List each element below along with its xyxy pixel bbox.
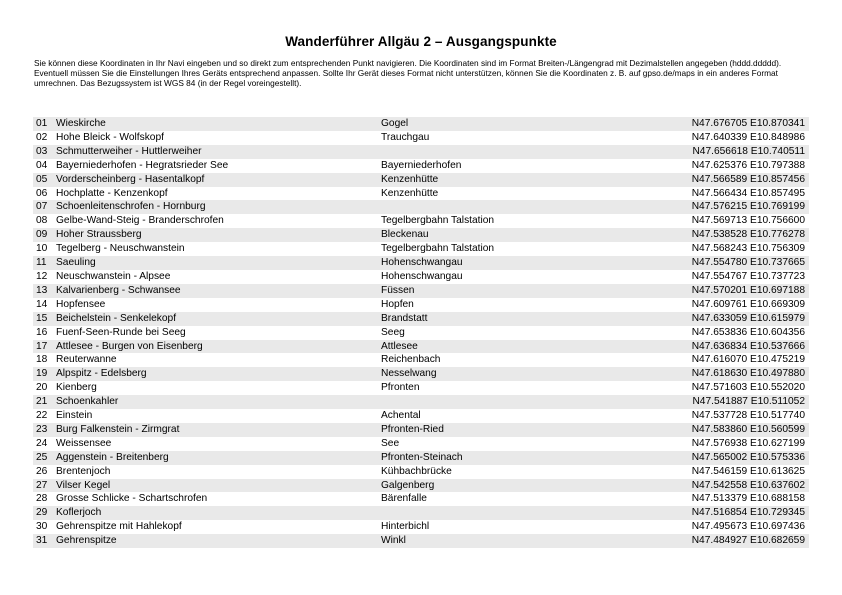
gps-coordinates: N47.656618 E10.740511	[661, 145, 809, 159]
route-name: Vorderscheinberg - Hasentalkopf	[56, 173, 381, 187]
table-row	[33, 381, 809, 395]
table-row	[33, 256, 809, 270]
row-number: 01	[33, 117, 56, 131]
start-point: Seeg	[381, 326, 405, 338]
row-number: 15	[33, 312, 56, 326]
table-row	[33, 326, 809, 340]
row-number: 25	[33, 451, 56, 465]
table-row	[33, 395, 809, 409]
table-row	[33, 340, 809, 354]
start-point: Hohenschwangau	[381, 256, 661, 270]
document-title: Wanderführer Allgäu 2 – Ausgangspunkte	[285, 34, 557, 49]
table-row	[33, 173, 809, 187]
start-point: Brandstatt	[381, 312, 661, 326]
gps-coordinates: N47.542558 E10.637602	[661, 479, 809, 493]
start-point: Trauchgau	[381, 131, 430, 143]
intro-paragraph: Eventuell müssen Sie die Einstellungen Ihres Geräts entsprechend anpassen. Sollte Ihr Gerät dieses Format nicht unterstützen, können Sie die Koordinaten z. B. auf gpso.de/maps in ein anderes Format umrechnen. Das Bezugssystem ist WGS 84 (in der Regel voreingestellt).	[34, 68, 778, 88]
row-number: 04	[36, 159, 48, 171]
start-point: Tegelbergbahn Talstation	[381, 215, 495, 227]
start-point: Tegelbergbahn Talstation	[381, 243, 495, 255]
start-point: Pfronten-Steinach	[381, 451, 661, 465]
gps-coordinates: N47.546159 E10.613625	[691, 465, 805, 477]
route-name: Einstein	[56, 410, 93, 422]
row-number: 18	[36, 354, 48, 366]
gps-coordinates: N47.566589 E10.857456	[661, 173, 809, 187]
route-name: Bayerniederhofen - Hegratsrieder See	[56, 159, 229, 171]
row-number: 27	[33, 479, 56, 493]
row-number: 31	[33, 534, 56, 548]
route-name: Kienberg	[56, 382, 97, 394]
gps-coordinates: N47.570201 E10.697188	[661, 284, 809, 298]
gps-coordinates: N47.576938 E10.627199	[691, 437, 805, 449]
route-name: Fuenf-Seen-Runde bei Seeg	[56, 326, 186, 338]
row-number: 24	[36, 437, 48, 449]
row-number: 12	[36, 270, 48, 282]
route-name: Gelbe-Wand-Steig - Branderschrofen	[56, 215, 224, 227]
start-point: Kühbachbrücke	[381, 465, 452, 477]
start-point	[381, 200, 661, 214]
gps-coordinates: N47.566434 E10.857495	[691, 187, 805, 199]
start-point: See	[381, 437, 400, 449]
start-point: Kenzenhütte	[381, 187, 439, 199]
gps-coordinates: N47.513379 E10.688158	[691, 493, 805, 505]
route-name: Burg Falkenstein - Zirmgrat	[56, 423, 381, 437]
table-row	[33, 312, 809, 326]
row-number: 05	[33, 173, 56, 187]
gps-coordinates: N47.676705 E10.870341	[661, 117, 809, 131]
table-row	[33, 117, 809, 131]
table-row	[33, 200, 809, 214]
start-point	[381, 145, 661, 159]
start-point: Bleckenau	[381, 228, 661, 242]
route-name: Reuterwanne	[56, 354, 117, 366]
start-point	[381, 395, 661, 409]
intro-paragraph: Sie können diese Koordinaten in Ihr Navi eingeben und so direkt zum entsprechenden Punkt navigieren. Die Koordinaten sind im Format Breiten-/Längengrad mit Dezimalstellen angegeben (hddd.ddddd).	[34, 58, 782, 68]
start-point: Galgenberg	[381, 479, 661, 493]
route-name: Attlesee - Burgen von Eisenberg	[56, 340, 381, 354]
start-point: Pfronten-Ried	[381, 423, 661, 437]
route-name: Hoher Straussberg	[56, 228, 381, 242]
gps-coordinates: N47.537728 E10.517740	[691, 410, 805, 422]
start-point: Hohenschwangau	[381, 270, 463, 282]
start-point: Attlesee	[381, 340, 661, 354]
row-number: 17	[33, 340, 56, 354]
table-row	[33, 214, 809, 228]
gps-coordinates: N47.625376 E10.797388	[691, 159, 805, 171]
row-number: 11	[33, 256, 56, 270]
table-row	[33, 187, 809, 201]
table-row	[33, 437, 809, 451]
coordinates-table	[33, 117, 809, 548]
row-number: 16	[36, 326, 48, 338]
row-number: 08	[36, 215, 48, 227]
start-point: Gogel	[381, 117, 661, 131]
route-name: Gehrenspitze mit Hahlekopf	[56, 521, 182, 533]
row-number: 29	[33, 506, 56, 520]
table-row	[33, 270, 809, 284]
table-row	[33, 506, 809, 520]
gps-coordinates: N47.554767 E10.737723	[691, 270, 805, 282]
gps-coordinates: N47.640339 E10.848986	[691, 131, 805, 143]
gps-coordinates: N47.618630 E10.497880	[661, 367, 809, 381]
table-row	[33, 520, 809, 534]
row-number: 28	[36, 493, 48, 505]
table-row	[33, 367, 809, 381]
table-row	[33, 284, 809, 298]
row-number: 26	[36, 465, 48, 477]
gps-coordinates: N47.516854 E10.729345	[661, 506, 809, 520]
route-name: Brentenjoch	[56, 465, 111, 477]
gps-coordinates: N47.616070 E10.475219	[691, 354, 805, 366]
table-row	[33, 423, 809, 437]
row-number: 09	[33, 228, 56, 242]
route-name: Schoenkahler	[56, 395, 381, 409]
start-point: Kenzenhütte	[381, 173, 661, 187]
table-row	[33, 228, 809, 242]
route-name: Kalvarienberg - Schwansee	[56, 284, 381, 298]
route-name: Aggenstein - Breitenberg	[56, 451, 381, 465]
gps-coordinates: N47.538528 E10.776278	[661, 228, 809, 242]
start-point: Reichenbach	[381, 354, 441, 366]
route-name: Grosse Schlicke - Schartschrofen	[56, 493, 208, 505]
route-name: Tegelberg - Neuschwanstein	[56, 243, 185, 255]
route-name: Schmutterweiher - Huttlerweiher	[56, 145, 381, 159]
gps-coordinates: N47.554780 E10.737665	[661, 256, 809, 270]
route-name: Koflerjoch	[56, 506, 381, 520]
route-name: Hopfensee	[56, 298, 106, 310]
row-number: 02	[36, 131, 48, 143]
table-row	[33, 159, 809, 173]
row-number: 10	[36, 243, 48, 255]
gps-coordinates: N47.576215 E10.769199	[661, 200, 809, 214]
start-point: Bayerniederhofen	[381, 159, 462, 171]
gps-coordinates: N47.633059 E10.615979	[661, 312, 809, 326]
row-number: 06	[36, 187, 48, 199]
intro-text	[34, 58, 809, 88]
table-row	[33, 409, 809, 423]
gps-coordinates: N47.565002 E10.575336	[661, 451, 809, 465]
table-row	[33, 465, 809, 479]
route-name: Saeuling	[56, 256, 381, 270]
gps-coordinates: N47.495673 E10.697436	[691, 521, 805, 533]
start-point	[381, 506, 661, 520]
table-row	[33, 492, 809, 506]
table-row	[33, 479, 809, 493]
row-number: 30	[36, 521, 48, 533]
route-name: Schoenleitenschrofen - Hornburg	[56, 200, 381, 214]
start-point: Bärenfalle	[381, 493, 427, 505]
row-number: 21	[33, 395, 56, 409]
gps-coordinates: N47.609761 E10.669309	[691, 298, 805, 310]
start-point: Hinterbichl	[381, 521, 430, 533]
table-row	[33, 534, 809, 548]
route-name: Vilser Kegel	[56, 479, 381, 493]
start-point: Hopfen	[381, 298, 414, 310]
route-name: Gehrenspitze	[56, 534, 381, 548]
gps-coordinates: N47.484927 E10.682659	[661, 534, 809, 548]
route-name: Hochplatte - Kenzenkopf	[56, 187, 168, 199]
start-point: Füssen	[381, 284, 661, 298]
table-row	[33, 242, 809, 256]
row-number: 13	[33, 284, 56, 298]
route-name: Wieskirche	[56, 117, 381, 131]
route-name: Neuschwanstein - Alpsee	[56, 270, 171, 282]
table-row	[33, 145, 809, 159]
start-point: Winkl	[381, 534, 661, 548]
start-point: Achental	[381, 410, 421, 422]
row-number: 07	[33, 200, 56, 214]
route-name: Weissensee	[56, 437, 112, 449]
row-number: 14	[36, 298, 48, 310]
gps-coordinates: N47.636834 E10.537666	[661, 340, 809, 354]
gps-coordinates: N47.583860 E10.560599	[661, 423, 809, 437]
row-number: 22	[36, 410, 48, 422]
gps-coordinates: N47.653836 E10.604356	[691, 326, 805, 338]
table-row	[33, 131, 809, 145]
route-name: Hohe Bleick - Wolfskopf	[56, 131, 164, 143]
row-number: 20	[36, 382, 48, 394]
gps-coordinates: N47.568243 E10.756309	[691, 243, 805, 255]
gps-coordinates: N47.571603 E10.552020	[691, 382, 805, 394]
row-number: 23	[33, 423, 56, 437]
start-point: Nesselwang	[381, 367, 661, 381]
row-number: 03	[33, 145, 56, 159]
table-row	[33, 298, 809, 312]
gps-coordinates: N47.569713 E10.756600	[691, 215, 805, 227]
route-name: Alpspitz - Edelsberg	[56, 367, 381, 381]
gps-coordinates: N47.541887 E10.511052	[661, 395, 809, 409]
table-row	[33, 451, 809, 465]
route-name: Beichelstein - Senkelekopf	[56, 312, 381, 326]
table-row	[33, 353, 809, 367]
start-point: Pfronten	[381, 382, 420, 394]
row-number: 19	[33, 367, 56, 381]
